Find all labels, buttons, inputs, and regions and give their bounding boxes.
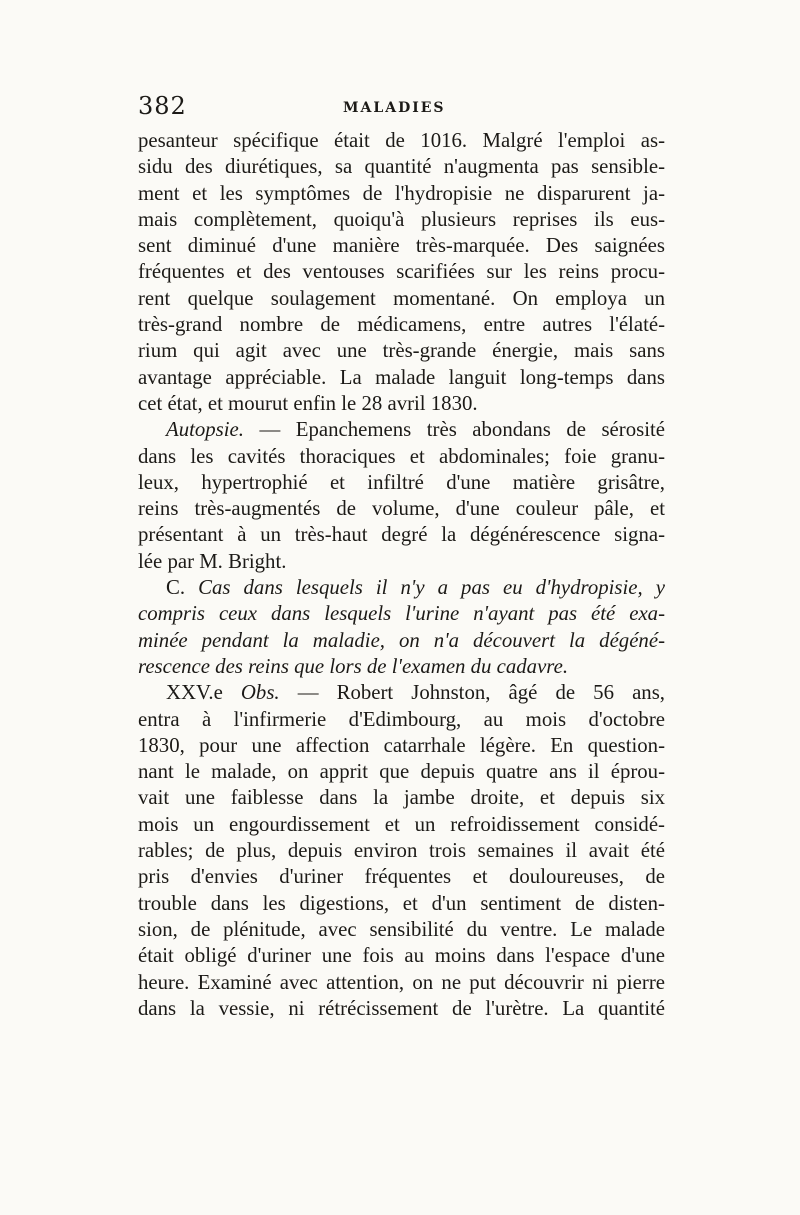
text-line: fréquentes et des ventouses scarifiées sur les reins procu-	[138, 260, 665, 284]
section-c-letter: C.	[166, 576, 199, 600]
text-line: rent quelque soulagement momentané. On employa un	[138, 286, 665, 310]
section-c-title: Cas dans lesquels il n'y a pas eu d'hydropisie, y	[198, 576, 665, 600]
text-line: entra à l'infirmerie d'Edimbourg, au mois d'octobre	[138, 707, 665, 731]
observation-label: Obs.	[240, 681, 280, 705]
text-line: sidu des diurétiques, sa quantité n'augmenta pas sensible-	[138, 155, 665, 179]
running-title: MALADIES	[343, 100, 446, 116]
text-line: nant le malade, on apprit que depuis quatre ans il éprou-	[138, 760, 665, 784]
autopsie-heading: Autopsie.	[166, 418, 244, 442]
observation-heading	[138, 680, 665, 706]
text-line: pesanteur spécifique était de 1016. Malgré l'emploi as-	[138, 129, 665, 152]
text-line: présentant à un très-haut degré la dégénérescence signa-	[138, 523, 665, 547]
autopsie-text: — Epanchemens très abondans de sérosité	[243, 418, 665, 442]
text-line: dans la vessie, ni rétrécissement de l'urètre. La quantité	[138, 996, 665, 1020]
page-number: 382	[138, 92, 187, 120]
text-line: mois un engourdissement et un refroidissement considé-	[138, 812, 665, 836]
section-c-heading	[138, 575, 665, 601]
text-line: mais complètement, quoiqu'à plusieurs reprises ils eus-	[138, 207, 665, 231]
text-line: lée par M. Bright.	[138, 549, 287, 573]
text-line: dans les cavités thoraciques et abdominales; foie granu-	[138, 444, 665, 468]
text-line: minée pendant la maladie, on n'a découvert la dégéné-	[138, 628, 665, 652]
observation-text: — Robert Johnston, âgé de 56 ans,	[279, 681, 665, 705]
text-line: vait une faiblesse dans la jambe droite, et depuis six	[138, 786, 665, 810]
text-line: compris ceux dans lesquels l'urine n'ayant pas été exa-	[138, 602, 665, 626]
observation-number: XXV.e	[166, 681, 241, 705]
text-line: rium qui agit avec une très-grande énergie, mais sans	[138, 339, 665, 363]
text-line: reins très-augmentés de volume, d'une couleur pâle, et	[138, 497, 665, 521]
text-line: très-grand nombre de médicamens, entre autres l'élaté-	[138, 313, 665, 337]
body-text	[138, 128, 665, 1022]
text-line: rescence des reins que lors de l'examen du cadavre.	[138, 654, 569, 678]
text-line: trouble dans les digestions, et d'un sentiment de disten-	[138, 891, 665, 915]
text-line: ment et les symptômes de l'hydropisie ne disparurent ja-	[138, 181, 665, 205]
text-line-autopsie	[138, 417, 665, 443]
text-line: leux, hypertrophié et infiltré d'une matière grisâtre,	[138, 470, 665, 494]
text-line: sent diminué d'une manière très-marquée. Des saignées	[138, 234, 665, 258]
text-line: avantage appréciable. La malade languit long-temps dans	[138, 365, 665, 389]
text-line: heure. Examiné avec attention, on ne put découvrir ni pierre	[138, 970, 665, 994]
text-line: 1830, pour une affection catarrhale légère. En question-	[138, 733, 665, 757]
text-line: était obligé d'uriner une fois au moins dans l'espace d'une	[138, 944, 665, 968]
text-line: pris d'envies d'uriner fréquentes et douloureuses, de	[138, 865, 665, 889]
running-head	[138, 92, 665, 122]
text-line: rables; de plus, depuis environ trois semaines il avait été	[138, 839, 665, 863]
text-line: sion, de plénitude, avec sensibilité du ventre. Le malade	[138, 917, 665, 941]
text-line: cet état, et mourut enfin le 28 avril 1830.	[138, 391, 478, 415]
